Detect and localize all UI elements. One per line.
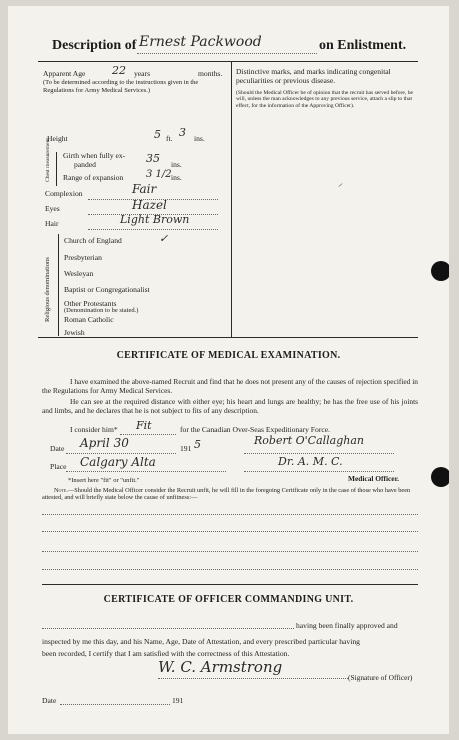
complexion-label: Complexion (45, 189, 83, 198)
girth-value: 35 (146, 152, 160, 165)
title-suffix: on Enlistment. (319, 38, 407, 53)
date-value: April 30 (80, 436, 129, 450)
officer-heading: CERTIFICATE OF OFFICER COMMANDING UNIT. (103, 594, 354, 605)
age-note: (To be determined according to the instructions given in the Regulations for Army Medical Services.) (43, 79, 199, 94)
insert-note: *Insert here "fit" or "unfit." (68, 477, 140, 484)
range-value: 3 1/2 (146, 169, 172, 180)
eyes-label: Eyes (45, 204, 60, 213)
marks-note: (Should the Medical Officer be of opinion that the recruit has served before, he will, unless the man acknowledges to any previous service, attach a slip to that effect, for the information of the Approving Officer). (236, 90, 413, 109)
enlistment-form (8, 6, 449, 734)
height-in-value: 3 (179, 126, 186, 139)
medical-officer-rank: Dr. A. M. C. (278, 455, 343, 468)
medical-para1: I have examined the above-named Recruit and find that he does not present any of the causes of rejection specified in the Regulations for Army Medical Services. (42, 377, 418, 395)
religion-denomination-note: (Denomination to be stated.) (64, 307, 139, 314)
officer-date-label: Date (42, 696, 57, 705)
officer-year-label: 191 (172, 696, 184, 705)
note-text: —Should the Medical Officer consider the Recruit unfit, he will fill in the foregoing Certificate only in the case of those who have been attested, and will briefly state below the cause of unfitness:— (42, 487, 411, 502)
chest-label: Chest measurement (45, 138, 51, 182)
consider-prefix: I consider him* (70, 425, 118, 434)
months-label: months. (198, 69, 223, 78)
punch-hole-bottom (431, 467, 449, 487)
year-value: 5 (194, 438, 201, 451)
year-prefix: 191 (180, 444, 192, 453)
ft-label: ft. (166, 134, 173, 143)
religion-baptist: Baptist or Congregationalist (64, 285, 150, 294)
range-label: Range of expansion (63, 173, 124, 182)
religion-presbyterian: Presbyterian (64, 253, 102, 262)
consider-suffix: for the Canadian Over-Seas Expeditionary Force. (180, 425, 330, 434)
fitness-value: Fit (136, 419, 152, 432)
hair-label: Hair (45, 219, 59, 228)
punch-hole-top (431, 261, 449, 281)
height-label: Height (47, 134, 68, 143)
officer-line3: been recorded, I certify that I am satisfied with the correctness of this Attestation. (42, 649, 290, 658)
title-prefix: Description of (52, 38, 137, 53)
medical-officer-label: Medical Officer. (348, 474, 400, 483)
officer-signature-label: (Signature of Officer) (348, 673, 413, 682)
place-value: Calgary Alta (80, 455, 156, 469)
religion-wesleyan: Wesleyan (64, 269, 94, 278)
range-unit: ins. (171, 173, 182, 182)
recruit-name: Ernest Packwood (139, 34, 262, 50)
religion-other-protestants: Other Protestants (64, 299, 117, 308)
medical-heading: CERTIFICATE OF MEDICAL EXAMINATION. (116, 350, 341, 361)
religion-check-mark: ✓ (159, 232, 169, 245)
age-value: 22 (112, 64, 126, 77)
note-label: Note. (54, 487, 68, 494)
age-label: Apparent Age (43, 69, 86, 78)
medical-para2: He can see at the required distance with either eye; his heart and lungs are healthy; he has the free use of his joints and limbs, and he declares that he is not subject to fits of any description. (42, 397, 418, 415)
eyes-value: Hazel (132, 198, 167, 212)
girth-unit: ins. (171, 160, 182, 169)
medical-officer-signature: Robert O'Callaghan (254, 434, 365, 447)
officer-signature: W. C. Armstrong (158, 658, 283, 676)
officer-line2: inspected by me this day, and his Name, Age, Date of Attestation, and every prescribed particular having (42, 637, 360, 646)
officer-line1: having been finally approved and (296, 621, 398, 630)
place-label: Place (50, 462, 67, 471)
date-label: Date (50, 444, 65, 453)
years-label: years (134, 69, 151, 78)
marks-stroke: ⸝ (338, 179, 343, 189)
marks-heading: Distinctive marks, and marks indicating congenital peculiarities or previous disease. (236, 67, 391, 85)
religion-roman-catholic: Roman Catholic (64, 315, 114, 324)
complexion-value: Fair (132, 182, 157, 196)
girth-label: Girth when fully ex- (63, 151, 126, 160)
ins-label: ins. (194, 134, 205, 143)
hair-value: Light Brown (120, 213, 190, 226)
religion-church-of-england: Church of England (64, 236, 122, 245)
girth-label-cont: panded (74, 160, 96, 169)
religion-jewish: Jewish (64, 328, 85, 337)
height-ft-value: 5 (154, 128, 161, 141)
religion-heading: Religious denominations (44, 257, 51, 322)
